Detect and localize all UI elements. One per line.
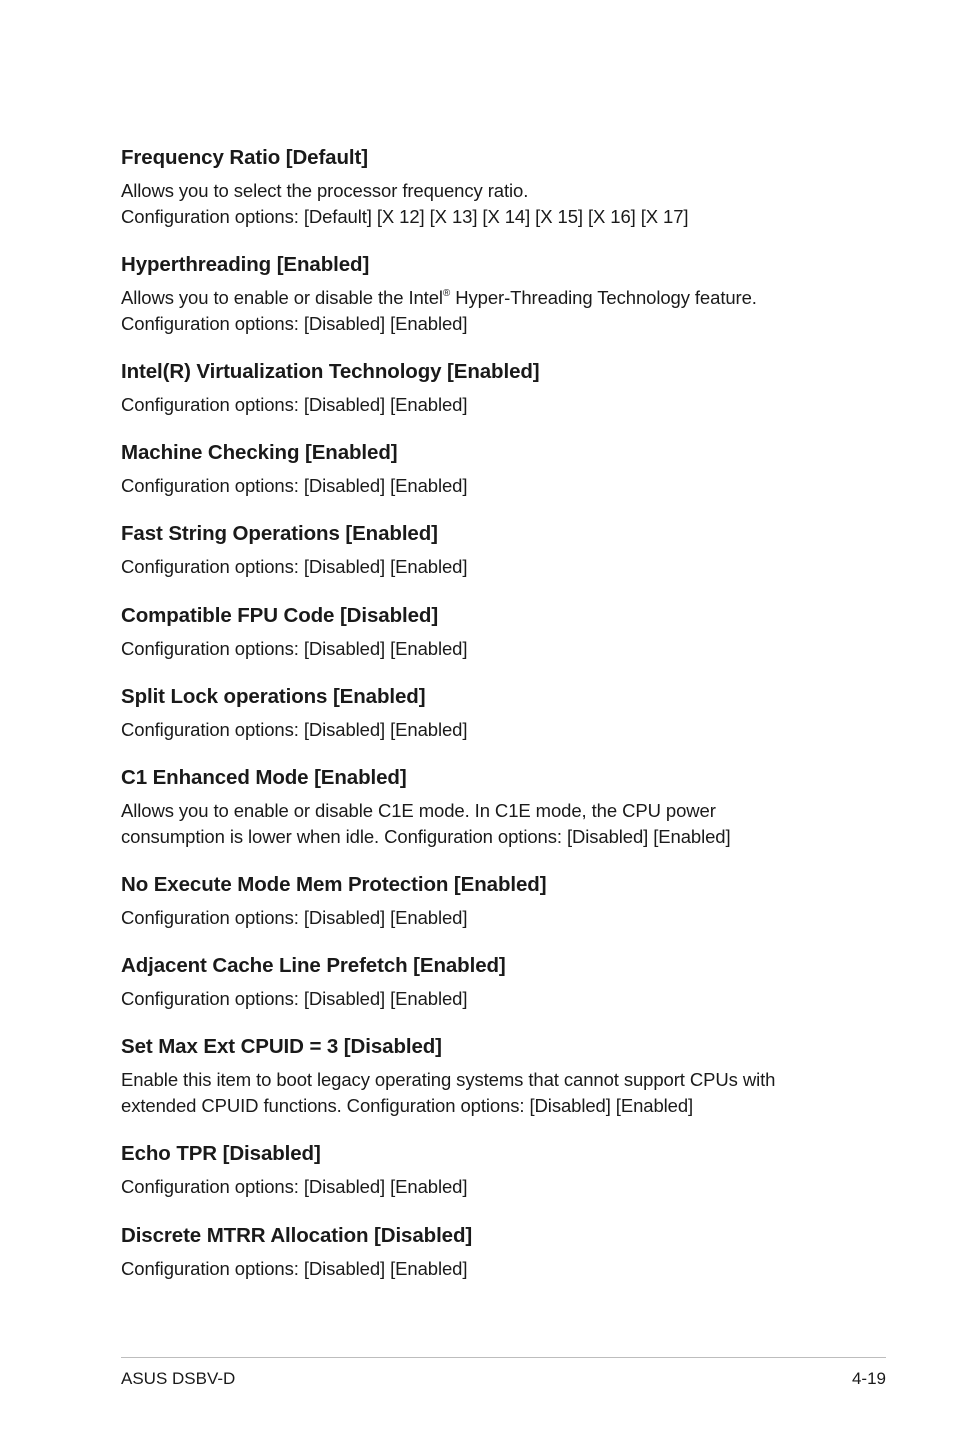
setting-title: Frequency Ratio [Default]	[121, 146, 368, 169]
config-options: Configuration options: [Default] [X 12] [X 13] [X 14] [X 15] [X 16] [X 17]	[121, 206, 689, 227]
config-options: Configuration options: [Disabled] [Enabled]	[121, 556, 468, 577]
setting-compatible-fpu	[121, 603, 841, 662]
config-options: Configuration options: [Disabled] [Enabled]	[121, 638, 468, 659]
config-options: Configuration options: [Disabled] [Enabled]	[121, 719, 468, 740]
setting-split-lock	[121, 684, 841, 743]
description-line: Allows you to enable or disable C1E mode. In C1E mode, the CPU power	[121, 800, 716, 821]
setting-fast-string	[121, 521, 841, 580]
footer-product-name: ASUS DSBV-D	[121, 1369, 236, 1388]
setting-echo-tpr	[121, 1141, 841, 1200]
setting-c1-enhanced	[121, 765, 841, 850]
setting-title: Adjacent Cache Line Prefetch [Enabled]	[121, 954, 506, 977]
setting-title: Intel(R) Virtualization Technology [Enabled]	[121, 360, 540, 383]
config-options: Configuration options: [Disabled] [Enabled]	[121, 313, 468, 334]
description-line: consumption is lower when idle. Configuration options: [Disabled] [Enabled]	[121, 826, 731, 847]
setting-title: Machine Checking [Enabled]	[121, 441, 398, 464]
setting-max-cpuid	[121, 1034, 841, 1119]
setting-description	[121, 178, 841, 230]
config-options: Configuration options: [Disabled] [Enabled]	[121, 988, 468, 1009]
config-options: Configuration options: [Disabled] [Enabled]	[121, 1258, 468, 1279]
setting-title: Split Lock operations [Enabled]	[121, 685, 426, 708]
setting-title: Set Max Ext CPUID = 3 [Disabled]	[121, 1035, 442, 1058]
setting-frequency-ratio	[121, 145, 841, 230]
manual-content	[121, 145, 841, 1282]
description-line	[121, 287, 757, 308]
setting-adjacent-cache	[121, 953, 841, 1012]
description-line: Enable this item to boot legacy operating systems that cannot support CPUs with	[121, 1069, 776, 1090]
config-options: Configuration options: [Disabled] [Enabled]	[121, 907, 468, 928]
footer-divider	[121, 1357, 886, 1358]
setting-description	[121, 798, 841, 850]
setting-title: Fast String Operations [Enabled]	[121, 522, 438, 545]
setting-discrete-mtrr	[121, 1223, 841, 1282]
setting-no-execute	[121, 872, 841, 931]
setting-title: Discrete MTRR Allocation [Disabled]	[121, 1224, 473, 1247]
setting-title: Hyperthreading [Enabled]	[121, 253, 370, 276]
setting-title: Echo TPR [Disabled]	[121, 1142, 321, 1165]
description-line: extended CPUID functions. Configuration options: [Disabled] [Enabled]	[121, 1095, 694, 1116]
setting-machine-checking	[121, 440, 841, 499]
setting-virtualization	[121, 359, 841, 418]
setting-description	[121, 285, 841, 337]
setting-description	[121, 1067, 841, 1119]
description-line: Allows you to select the processor frequency ratio.	[121, 180, 529, 201]
setting-title: C1 Enhanced Mode [Enabled]	[121, 766, 407, 789]
setting-title: No Execute Mode Mem Protection [Enabled]	[121, 873, 547, 896]
footer-page-number: 4-19	[851, 1369, 886, 1388]
description-text: Allows you to enable or disable the Intel	[121, 287, 443, 308]
setting-hyperthreading	[121, 252, 841, 337]
registered-mark: ®	[442, 288, 451, 299]
config-options: Configuration options: [Disabled] [Enabled]	[121, 394, 468, 415]
description-text: Hyper-Threading Technology feature.	[450, 287, 757, 308]
config-options: Configuration options: [Disabled] [Enabled]	[121, 475, 468, 496]
config-options: Configuration options: [Disabled] [Enabled]	[121, 1176, 468, 1197]
setting-title: Compatible FPU Code [Disabled]	[121, 604, 439, 627]
